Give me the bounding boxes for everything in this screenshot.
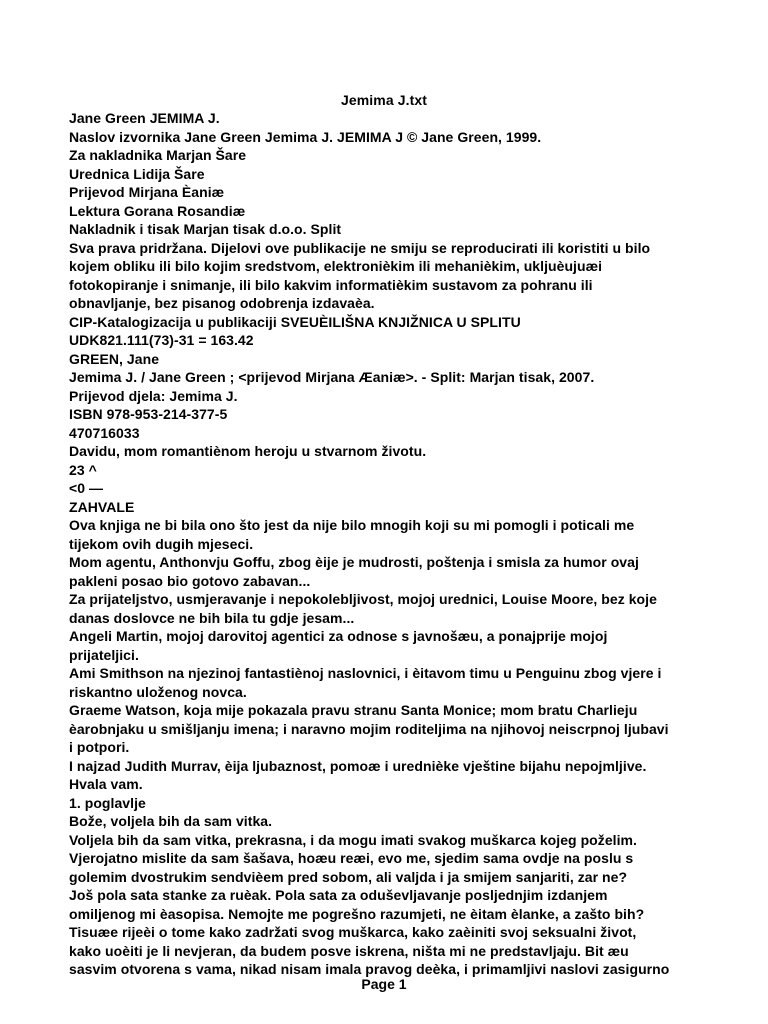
text-line: kako uoèiti je li nevjeran, da budem posve iskrena, ništa mi ne predstavljaju. Bit æu (69, 942, 629, 959)
text-line: èarobnjaku u smišljanju imena; i naravno mojim roditeljima na njihovoj neiscrpnoj ljubavi (69, 720, 669, 737)
text-line: I najzad Judith Murrav, èija ljubaznost, pomoæ i urednièke vještine bijahu nepojmljive. (69, 757, 647, 774)
text-line: Ami Smithson na njezinoj fantastiènoj naslovnici, i èitavom timu u Penguinu zbog vjere i (69, 665, 662, 681)
text-line: Voljela bih da sam vitka, prekrasna, i da mogu imati svakog muškarca kojeg poželim. (69, 831, 637, 848)
text-line: Urednica Lidija Šare (69, 165, 205, 182)
document-body (69, 109, 709, 979)
text-line: CIP-Katalogizacija u publikaciji SVEUÈILIŠNA KNJIŽNICA U SPLITU (69, 313, 521, 330)
text-line: danas doslovce ne bih bila tu gdje jesam... (69, 609, 355, 626)
text-line: Ova knjiga ne bi bila ono što jest da nije bilo mnogih koji su mi pomogli i poticali me (69, 517, 635, 533)
text-line: i potpori. (69, 739, 130, 755)
text-line: Davidu, mom romantiènom heroju u stvarnom životu. (69, 443, 427, 459)
text-line: prijateljici. (69, 646, 139, 663)
text-line: tijekom ovih dugih mjeseci. (69, 535, 254, 552)
text-line: Lektura Gorana Rosandiæ (69, 202, 246, 219)
text-line: Tisuæe rijeèi o tome kako zadržati svog muškarca, kako zaèiniti svoj seksualni život, (69, 924, 637, 940)
text-line: pakleni posao bio gotovo zabavan... (69, 572, 311, 589)
text-line: Angeli Martin, mojoj darovitoj agentici za odnose s javnošæu, a ponajprije mojoj (69, 628, 608, 644)
text-line: fotokopiranje i snimanje, ili bilo kakvim informatièkim sustavom za pohranu ili (69, 276, 593, 293)
text-line: Jemima J. / Jane Green ; <prijevod Mirjana Æaniæ>. - Split: Marjan tisak, 2007. (69, 369, 595, 385)
text-line: UDK821.111(73)-31 = 163.42 (69, 332, 254, 348)
text-line: riskantno uloženog novca. (69, 683, 247, 700)
text-line: omiljenog mi èasopisa. Nemojte me pogrešno razumjeti, ne èitam èlanke, a zašto bih? (69, 905, 645, 922)
document-title: Jemima J.txt (340, 92, 428, 108)
text-line: Još pola sata stanke za ruèak. Pola sata za oduševljavanje posljednjim izdanjem (69, 887, 608, 903)
text-line: kojem obliku ili bilo kojim sredstvom, elektronièkim ili mehanièkim, ukljuèujuæi (69, 258, 603, 274)
text-line: Mom agentu, Anthonvju Goffu, zbog èije je mudrosti, poštenja i smisla za humor ovaj (69, 554, 639, 570)
text-line: GREEN, Jane (69, 350, 160, 367)
text-line: Vjerojatno mislite da sam šašava, hoæu reæi, evo me, sjedim sama ovdje na poslu s (69, 850, 634, 866)
page-number: Page 1 (361, 976, 407, 992)
text-line: Nakladnik i tisak Marjan tisak d.o.o. Split (69, 221, 342, 237)
text-line: Hvala vam. (69, 776, 143, 792)
text-line: <0 — (69, 480, 104, 496)
text-line: Prijevod Mirjana Èaniæ (69, 184, 225, 200)
text-line: Za prijateljstvo, usmjeravanje i nepokolebljivost, mojoj urednici, Louise Moore, bez koje (69, 591, 657, 607)
text-line: Sva prava pridržana. Dijelovi ove publikacije ne smiju se reproducirati ili koristiti u bilo (69, 239, 651, 256)
text-line: Za nakladnika Marjan Šare (69, 147, 247, 163)
text-line: obnavljanje, bez pisanog odobrenja izdavaèa. (69, 295, 375, 311)
text-line: ISBN 978-953-214-377-5 (69, 406, 228, 422)
text-line: sasvim otvorena s vama, nikad nisam imala pravog deèka, i primamljivi naslovi zasigurno (69, 961, 670, 977)
text-line: Jane Green JEMIMA J. (69, 110, 220, 126)
text-line: Prijevod djela: Jemima J. (69, 387, 238, 404)
text-line: ZAHVALE (69, 498, 135, 515)
text-line: Graeme Watson, koja mije pokazala pravu stranu Santa Monice; mom bratu Charlieju (69, 702, 638, 718)
text-line: 1. poglavlje (69, 794, 146, 811)
text-line: golemim dvostrukim sendvièem pred sobom, ali valjda i ja smijem sanjariti, zar ne? (69, 868, 628, 885)
text-line: Naslov izvornika Jane Green Jemima J. JEMIMA J © Jane Green, 1999. (69, 128, 542, 145)
text-line: Bože, voljela bih da sam vitka. (69, 813, 273, 829)
text-line: 23 ^ (69, 461, 97, 478)
text-line: 470716033 (69, 424, 140, 441)
